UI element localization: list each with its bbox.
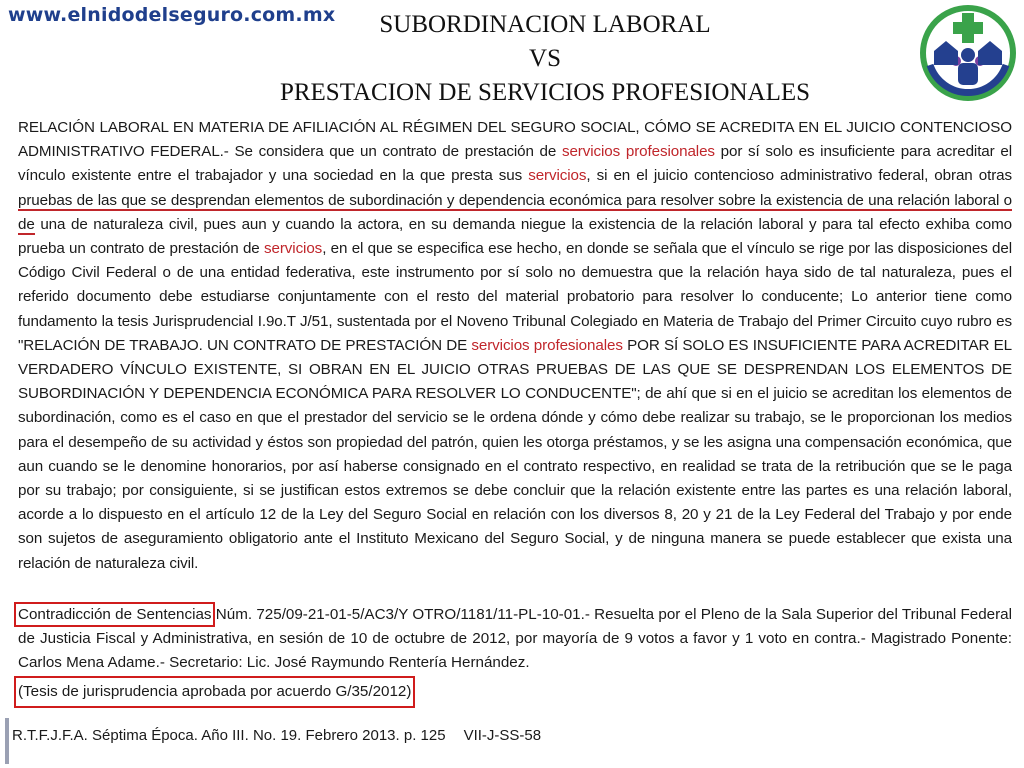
tesis-box: (Tesis de jurisprudencia aprobada por acuerdo G/35/2012): [18, 680, 411, 704]
contradiccion-label-box: Contradicción de Sentencias: [18, 606, 212, 623]
underlined-passage: pruebas de las que se desprendan elementos de subordinación y dependencia económica para resolver sobre la existencia de una relación laboral o de: [18, 191, 1012, 233]
title-line-1: SUBORDINACION LABORAL: [379, 11, 711, 38]
citation-block: [18, 603, 1012, 704]
text-segment: una de naturaleza civil, pues aun y cuando la actora, en su demanda niegue la existencia de la relación laboral y para tal efecto exhiba como prueba un contrato de prestación de: [18, 215, 1012, 258]
citation-text: Núm. 725/09-21-01-5/AC3/Y OTRO/1181/11-PL-10-01.- Resuelta por el Pleno de la Sala Superior del Tribunal Federal de Justicia Fiscal y Administrativa, en sesión de 10 de octubre de 2012, por mayoría de 9 votos a favor y 1 voto en contra.- Magistrado Ponente: Carlos Mena Adame.- Secretario: Lic. José Raymundo Rentería Hernández.: [18, 606, 1012, 672]
highlight-servicios: servicios: [264, 240, 323, 258]
highlight-servicios-profesionales: servicios profesionales: [471, 336, 623, 354]
logo-icon: [918, 3, 1018, 103]
footer-source: R.T.F.J.F.A. Séptima Época. Año III. No. 19. Febrero 2013. p. 125: [12, 727, 446, 744]
highlight-servicios-profesionales: servicios profesionales: [561, 143, 715, 161]
footer-code: VII-J-SS-58: [463, 727, 542, 744]
text-segment: , si en el juicio contencioso administrativo federal, obran otras: [586, 167, 1012, 185]
title-line-2: VS: [529, 45, 561, 72]
text-segment: por sí solo es insuficiente para acreditar el vínculo existente entre el trabajador y una sociedad en la que presta sus: [18, 143, 1012, 185]
page-title: [240, 8, 850, 110]
text-segment: RELACIÓN LABORAL EN MATERIA DE AFILIACIÓN AL RÉGIMEN DEL SEGURO SOCIAL, CÓMO SE ACREDITA EN EL JUICIO CONTENCIOSO ADMINISTRATIVO FEDERAL.- Se considera que un contrato de prestación de: [18, 119, 1012, 161]
site-url: www.elnidodelseguro.com.mx: [8, 4, 336, 26]
footer-reference: [12, 727, 541, 744]
text-segment: POR SÍ SOLO ES INSUFICIENTE PARA ACREDITAR EL VERDADERO VÍNCULO EXISTENTE, SI OBRAN EN EL JUICIO OTRAS PRUEBAS DE LAS QUE SE DESPRENDAN LOS ELEMENTOS DE SUBORDINACIÓN Y DEPENDENCIA ECONÓMICA PARA RESOLVER LO CONDUCENTE"; de ahí que si en el juicio se acreditan los elementos de subordinación, como es el caso en que el prestador del servicio se le ordena dónde y cómo debe realizar su trabajo, se le proporcionan los medios para el desempeño de su actividad y éstos son propiedad del patrón, quien les otorga préstamos, y se les asigna una compensación económica, que aun cuando se le denomine honorarios, por así haberse consignado en el contrato respectivo, en realidad se trata de la retribución que se le paga por su trabajo; por consiguiente, si se justifican estos extremos se debe concluir que la relación existente entre las partes es una relación laboral, acorde a lo dispuesto en el artículo 12 de la Ley del Seguro Social en relación con los diversos 8, 20 y 21 de la Ley Federal del Trabajo y por ende son sujetos de aseguramiento obligatorio ante el Instituto Mexicano del Seguro Social, y de ninguna manera se puede establecer que exista una relación de naturaleza civil.: [18, 336, 1012, 572]
jurisprudence-text: [18, 116, 1012, 576]
text-segment: , en el que se especifica ese hecho, en donde se señala que el vínculo se rige por las disposiciones del Código Civil Federal o de una entidad federativa, este instrumento por sí solo no demuestra que la relación haya sido de tal naturaleza, pues el referido documento debe estudiarse conjuntamente con el resto del material probatorio para resolver lo conducente; Lo anterior tiene como fundamento la tesis Jurisprudencial I.9o.T J/51, sustentada por el Noveno Tribunal Colegiado en Materia de Trabajo del Primer Circuito cuyo rubro es "RELACIÓN DE TRABAJO. UN CONTRATO DE PRESTACIÓN DE: [18, 240, 1012, 354]
highlight-servicios: servicios: [528, 167, 587, 185]
title-line-3: PRESTACION DE SERVICIOS PROFESIONALES: [279, 79, 811, 106]
footer-accent-bar: [5, 718, 9, 764]
